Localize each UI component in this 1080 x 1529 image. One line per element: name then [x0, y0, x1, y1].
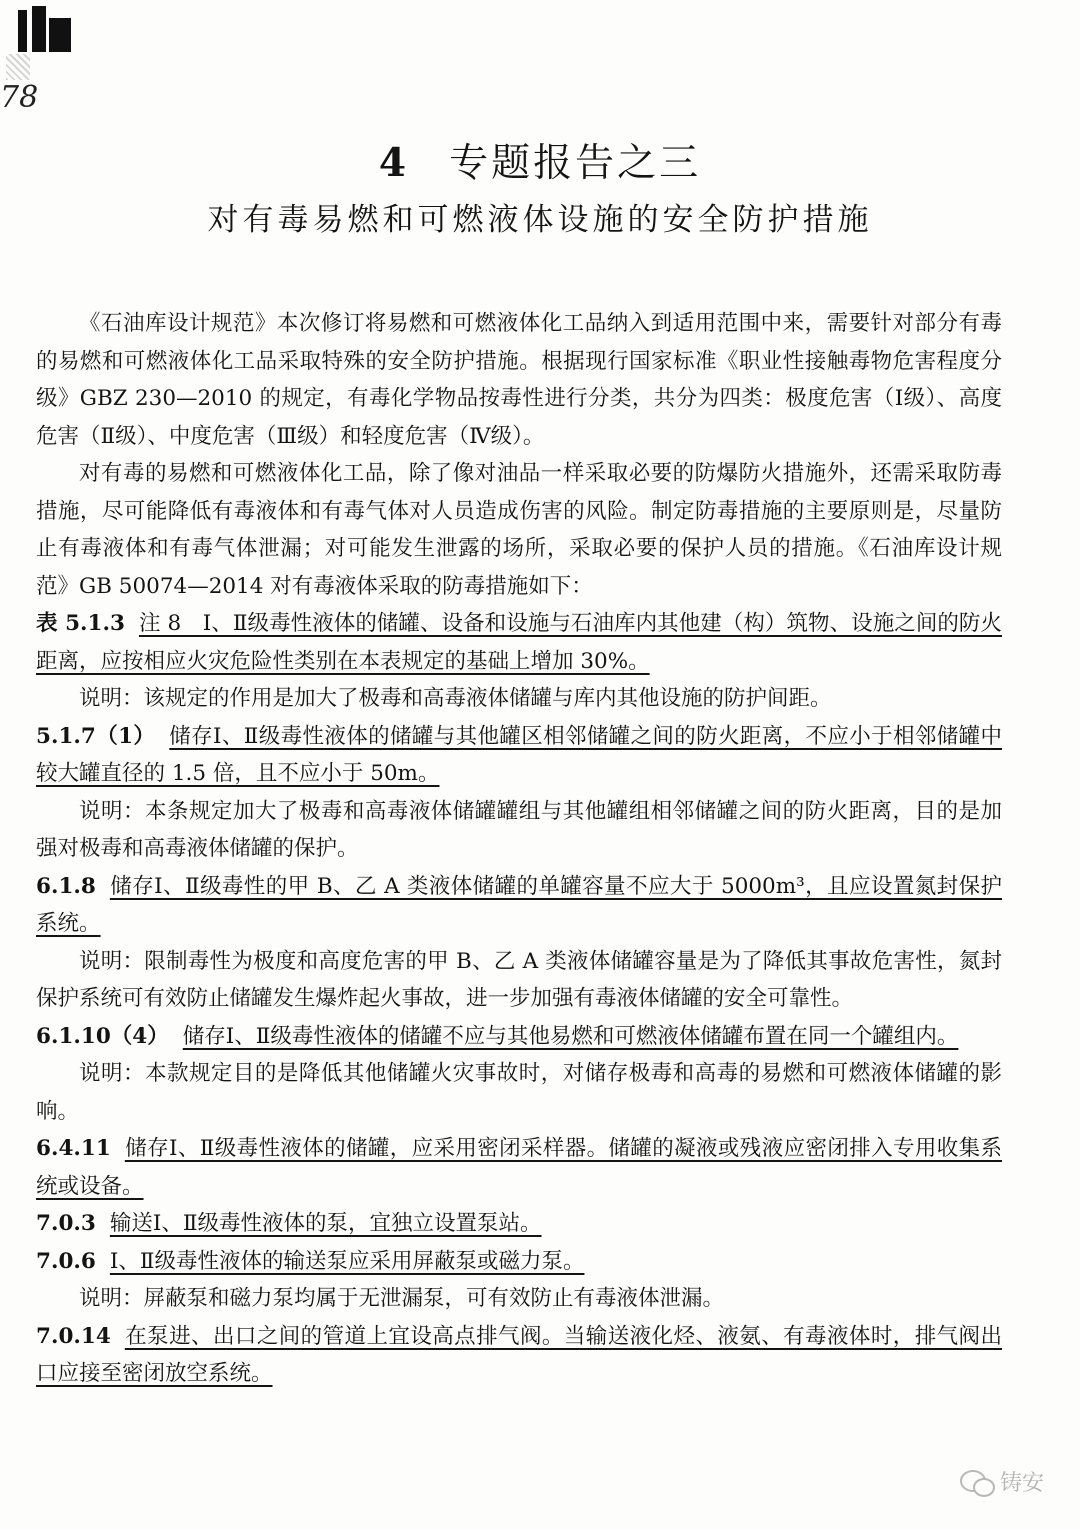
- clause-ref: 7.0.6: [36, 1248, 96, 1274]
- clause-text: 储存Ⅰ、Ⅱ级毒性的甲 B、乙 A 类液体储罐的单罐容量不应大于 5000m³，且应设置氮封保护系统。: [36, 873, 1002, 936]
- clause-6-1-10: [36, 1018, 1002, 1056]
- clause-text: 储存Ⅰ、Ⅱ级毒性液体的储罐与其他罐区相邻储罐之间的防火距离，不应小于相邻储罐中较大罐直径的 1.5 倍，且不应小于 50m。: [36, 723, 1002, 786]
- clause-7-0-14: [36, 1318, 1002, 1393]
- clause-5-1-3: [36, 605, 1002, 680]
- chapter-subtitle: 对有毒易燃和可燃液体设施的安全防护措施: [207, 202, 873, 238]
- watermark-text: 铸安: [999, 1471, 1044, 1496]
- wechat-icon: [960, 1468, 994, 1496]
- scan-noise: [6, 54, 30, 80]
- intro-paragraph-1: 《石油库设计规范》本次修订将易燃和可燃液体化工品纳入到适用范围中来，需要针对部分有毒的易燃和可燃液体化工品采取特殊的安全防护措施。根据现行国家标准《职业性接触毒物危害程度分级》GBZ 230—2010 的规定，有毒化学物品按毒性进行分类，共分为四类：极度危害（Ⅰ级）、高度危害（Ⅱ级）、中度危害（Ⅲ级）和轻度危害（Ⅳ级）。: [36, 311, 1002, 449]
- clause-text: 储存Ⅰ、Ⅱ级毒性液体的储罐，应采用密闭采样器。储罐的凝液或残液应密闭排入专用收集系统或设备。: [36, 1136, 1002, 1199]
- clause-6-1-8: [36, 868, 1002, 943]
- clause-note: 说明：本条规定加大了极毒和高毒液体储罐罐组与其他罐组相邻储罐之间的防火距离，目的是加强对极毒和高毒液体储罐的保护。: [36, 798, 1002, 861]
- chapter-title-text: 专题报告之三: [449, 141, 702, 186]
- clause-6-4-11: [36, 1130, 1002, 1205]
- clause-note: 说明：限制毒性为极度和高度危害的甲 B、乙 A 类液体储罐容量是为了降低其事故危害性，氮封保护系统可有效防止储罐发生爆炸起火事故，进一步加强有毒液体储罐的安全可靠性。: [36, 948, 1002, 1011]
- clause-ref: 6.1.10（4）: [36, 1023, 169, 1049]
- clause-ref: 6.1.8: [36, 873, 96, 899]
- corner-scan-mark: [8, 4, 78, 54]
- watermark: [960, 1466, 1044, 1497]
- clause-text: 输送Ⅰ、Ⅱ级毒性液体的泵，宜独立设置泵站。: [109, 1211, 542, 1236]
- clause-note: 说明：该规定的作用是加大了极毒和高毒液体储罐与库内其他设施的防护间距。: [79, 686, 832, 711]
- page-number: 78: [0, 80, 39, 115]
- clause-5-1-7: [36, 718, 1002, 793]
- clause-ref: 6.4.11: [36, 1136, 111, 1161]
- clause-text: Ⅰ、Ⅱ级毒性液体的输送泵应采用屏蔽泵或磁力泵。: [109, 1248, 585, 1274]
- clause-note: 说明：本款规定目的是降低其他储罐火灾事故时，对储存极毒和高毒的易燃和可燃液体储罐的影响。: [36, 1061, 1002, 1124]
- clause-text: 注 8 Ⅰ、Ⅱ级毒性液体的储罐、设备和设施与石油库内其他建（构）筑物、设施之间的防火距离，应按相应火灾危险性类别在本表规定的基础上增加 30%。: [36, 611, 1002, 674]
- clause-ref: 7.0.14: [36, 1323, 111, 1349]
- document-body: [36, 305, 1002, 1393]
- clause-ref: 7.0.3: [36, 1211, 96, 1236]
- clause-ref: 5.1.7（1）: [36, 723, 156, 749]
- clause-ref: 表 5.1.3: [36, 611, 125, 636]
- clause-7-0-6: [36, 1243, 1002, 1281]
- intro-paragraph-2: 对有毒的易燃和可燃液体化工品，除了像对油品一样采取必要的防爆防火措施外，还需采取防毒措施，尽可能降低有毒液体和有毒气体对人员造成伤害的风险。制定防毒措施的主要原则是，尽量防止有毒液体和有毒气体泄漏；对可能发生泄露的场所，采取必要的保护人员的措施。《石油库设计规范》GB 50074—2014 对有毒液体采取的防毒措施如下：: [36, 461, 1002, 599]
- clause-7-0-3: [36, 1205, 1002, 1243]
- clause-text: 储存Ⅰ、Ⅱ级毒性液体的储罐不应与其他易燃和可燃液体储罐布置在同一个罐组内。: [182, 1023, 959, 1049]
- clause-text: 在泵进、出口之间的管道上宜设高点排气阀。当输送液化烃、液氨、有毒液体时，排气阀出口应接至密闭放空系统。: [36, 1323, 1002, 1386]
- chapter-number: 4: [378, 140, 410, 186]
- chapter-title: [0, 132, 1080, 188]
- clause-note: 说明：屏蔽泵和磁力泵均属于无泄漏泵，可有效防止有毒液体泄漏。: [79, 1286, 725, 1311]
